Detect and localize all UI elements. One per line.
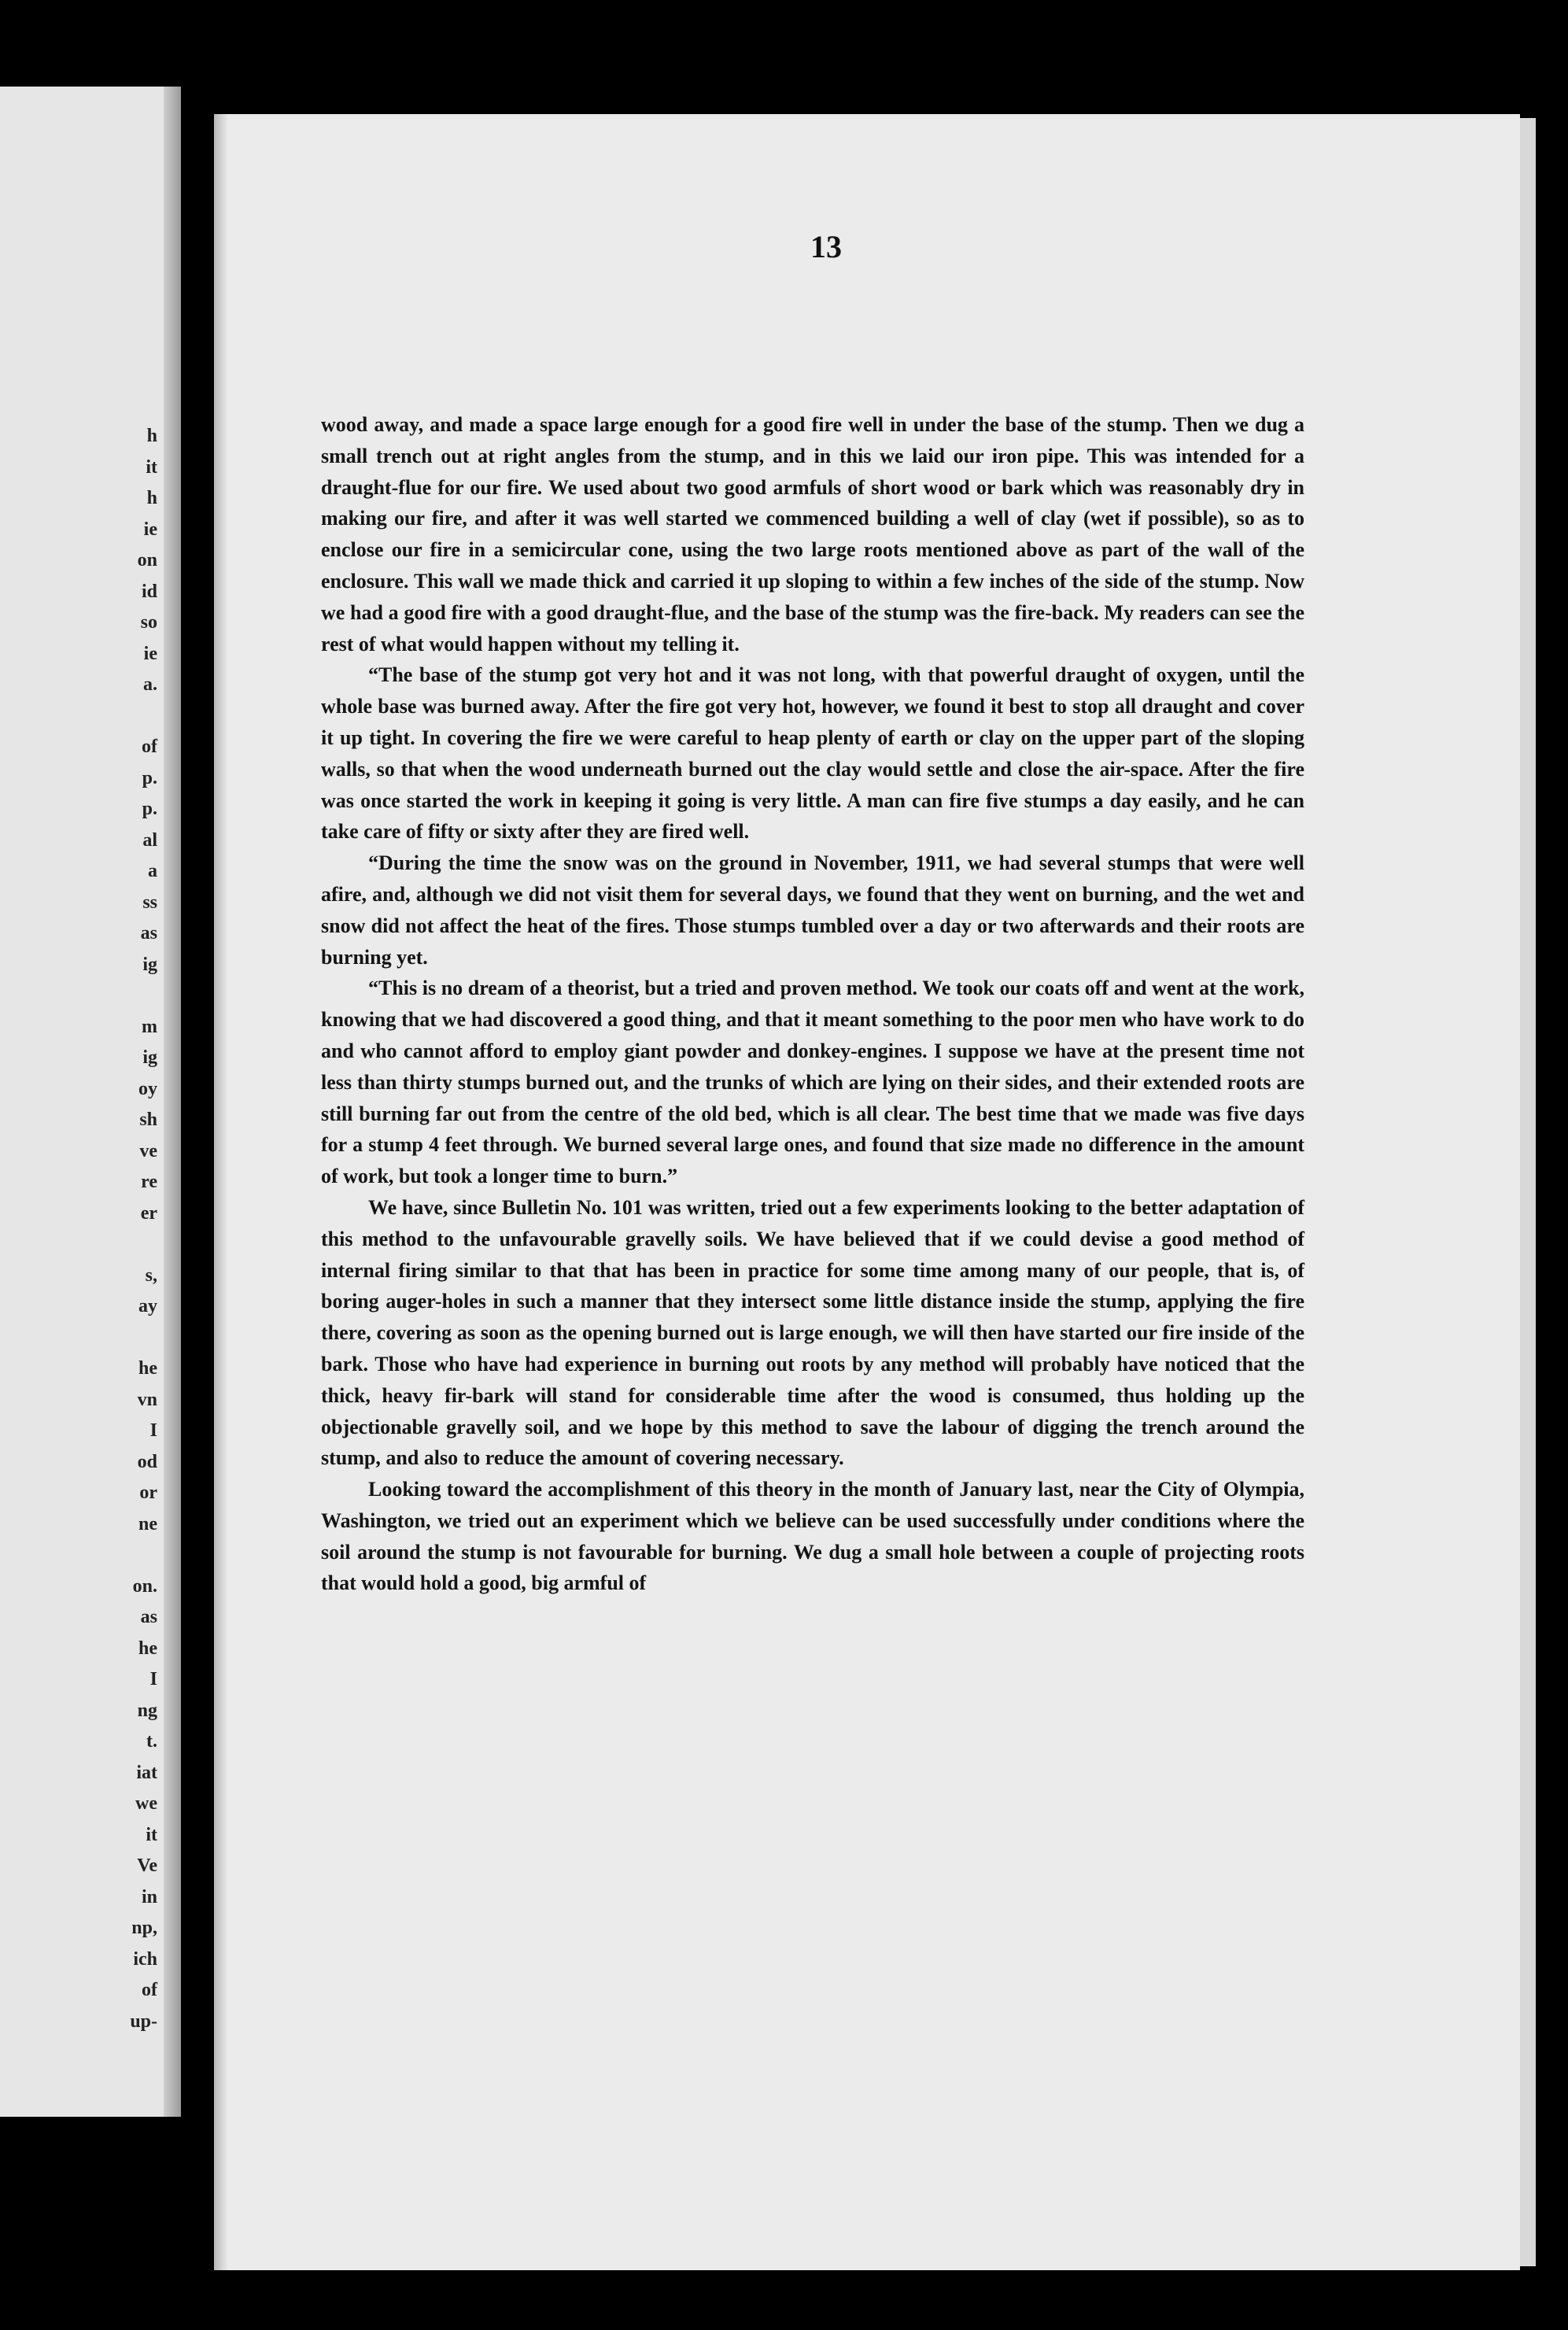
left-page-fragment: od (137, 1451, 157, 1472)
paragraph: “During the time the snow was on the ground in November, 1911, we had several stumps that were well afire, and, although we did not visit them for several days, we found that they went on burning, and the wet and snow did not affect the heat of the fires. Those stumps tumbled over a day or two afterwards and their roots are burning yet. (321, 851, 1304, 969)
left-page-fragment: iat (136, 1762, 157, 1783)
left-page-fragment: in (141, 1886, 157, 1907)
left-page-fragment: on (137, 550, 157, 570)
left-page-fragment: we (135, 1793, 157, 1814)
left-page-fragment (130, 1323, 157, 1354)
left-page-fragment: I (149, 1420, 157, 1441)
left-page-fragment: p. (142, 767, 157, 788)
paragraph: Looking toward the accomplishment of this theory in the month of January last, near the City of Olympia, Washington, we tried out an experiment which we believe can be used successfully under conditions where the soil around the stump is not favourable for burning. We dug a small hole between a couple of projecting roots that would hold a good, big armful of (321, 1478, 1304, 1595)
left-page-fragment: s, (145, 1265, 157, 1286)
left-page-fragment: it (146, 1824, 157, 1845)
left-page-fragment: m (142, 1016, 157, 1037)
left-page-fragment: re (141, 1172, 157, 1192)
paragraph: wood away, and made a space large enough for a good fire well in under the base of the stump. Then we dug a small trench out at right angles from the stump, and in this we laid our iron pipe. This was intended for a draught-flue for our fire. We used about two good armfuls of short wood or bark which was reasonably dry in making our fire, and after it was well started we commenced building a well of clay (wet if possible), so as to enclose our fire in a semicircular cone, using the two large roots mentioned above as part of the wall of the enclosure. This wall we made thick and carried it up sloping to within a few inches of the side of the stump. Now we had a good fire with a good draught-flue, and the base of the stump was the fire-back. My readers can see the rest of what would happen without my telling it. (321, 413, 1304, 655)
left-page-fragment: of (142, 737, 157, 757)
left-page-fragment (130, 1229, 157, 1261)
page-number: 13 (810, 229, 842, 264)
left-page-fragment: he (138, 1358, 157, 1379)
left-page-fragment: sh (139, 1110, 157, 1130)
page-shadow (214, 114, 228, 2270)
left-page-fragment: al (142, 829, 157, 851)
left-page-fragment: h (146, 488, 157, 508)
left-page-fragment: a. (143, 674, 157, 695)
left-page-fragment: Ve (137, 1856, 157, 1876)
left-page-fragment: so (140, 612, 157, 633)
left-page-fragment: a (148, 861, 157, 881)
left-page-fragment: p. (142, 799, 157, 819)
paragraph: We have, since Bulletin No. 101 was written, tried out a few experiments looking to the better adaptation of this method to the unfavourable gravelly soils. We have believed that if we could devise a good method of internal firing similar to that that has been in practice for some time among many of our people, that is, of boring auger-holes in such a manner that they intersect some little distance inside the stump, applying the fire there, covering as soon as the opening burned out is large enough, we will then have started our fire inside of the bark. Those who have had experience in burning out roots by any method will probably have noticed that the thick, heavy fir-bark will stand for considerable time after the wood is consumed, thus holding up the objectionable gravelly soil, and we hope by this method to save the labour of digging the trench around the stump, and also to reduce the amount of covering necessary. (321, 1195, 1304, 1470)
left-page-fragment: of (142, 1980, 157, 2000)
left-page-fragment: oy (138, 1078, 157, 1099)
left-page-fragment: ne (138, 1513, 157, 1534)
left-page-fragment: np, (131, 1918, 157, 1938)
paragraph: “The base of the stump got very hot and it was not long, with that powerful draught of oxygen, until the whole base was burned away. After the fire got very hot, however, we found it best to stop all draught and cover it up tight. In covering the fire we were careful to heap plenty of earth or clay on the upper part of the sloping walls, so that when the wood underneath burned out the clay would settle and close the air-space. After the fire was once started the work in keeping it going is very little. A man can fire five stumps a day easily, and he can take care of fifty or sixty after they are fired well. (321, 663, 1304, 844)
left-page-fragment: t. (146, 1731, 157, 1752)
left-page-fragment: ay (138, 1296, 157, 1316)
left-page-fragment: on. (132, 1575, 157, 1597)
left-page-fragment: it (146, 456, 157, 478)
paragraph: “This is no dream of a theorist, but a tried and proven method. We took our coats off and went at the work, knowing that we had discovered a good thing, and that it meant something to the poor men who have work to do and who cannot afford to employ giant powder and donkey-engines. I suppose we have at the present time not less than thirty stumps burned out, and the trunks of which are lying on their sides, and their extended roots are still burning far out from the centre of the old bed, which is all clear. The best time that we made was five days for a stump 4 feet through. We burned several large ones, and found that size made no difference in the amount of work, but took a longer time to burn.” (321, 977, 1304, 1188)
left-page-fragment: up- (130, 2011, 157, 2032)
left-page-fragment (130, 701, 157, 733)
page-edge (1520, 118, 1536, 2266)
body-text (321, 409, 1304, 1599)
left-page-fragment: ng (137, 1700, 157, 1721)
left-page-text-fragments (130, 421, 157, 2037)
left-page-fragment: ich (133, 1948, 157, 1970)
left-page-fragment: ve (139, 1140, 157, 1161)
left-page-fragment: as (140, 923, 157, 943)
left-page-fragment: he (138, 1638, 157, 1659)
left-page-fragment: h (146, 426, 157, 446)
left-page-fragment: I (149, 1669, 157, 1689)
left-page-fragment: or (139, 1483, 157, 1503)
left-page-fragment: vn (137, 1389, 157, 1410)
left-page-fragment: ie (143, 643, 157, 664)
left-page-fragment: id (141, 581, 157, 602)
left-page-fragment: ig (142, 1047, 157, 1068)
left-page-edge (0, 87, 181, 2117)
left-page-fragment: ie (143, 519, 157, 540)
left-page-fragment: ss (142, 892, 157, 913)
left-page-fragment: ig (142, 954, 157, 975)
page-gutter (164, 87, 181, 2117)
left-page-fragment (130, 980, 157, 1012)
left-page-fragment (130, 1540, 157, 1571)
left-page-fragment: as (140, 1607, 157, 1627)
left-page-fragment: er (140, 1202, 157, 1224)
